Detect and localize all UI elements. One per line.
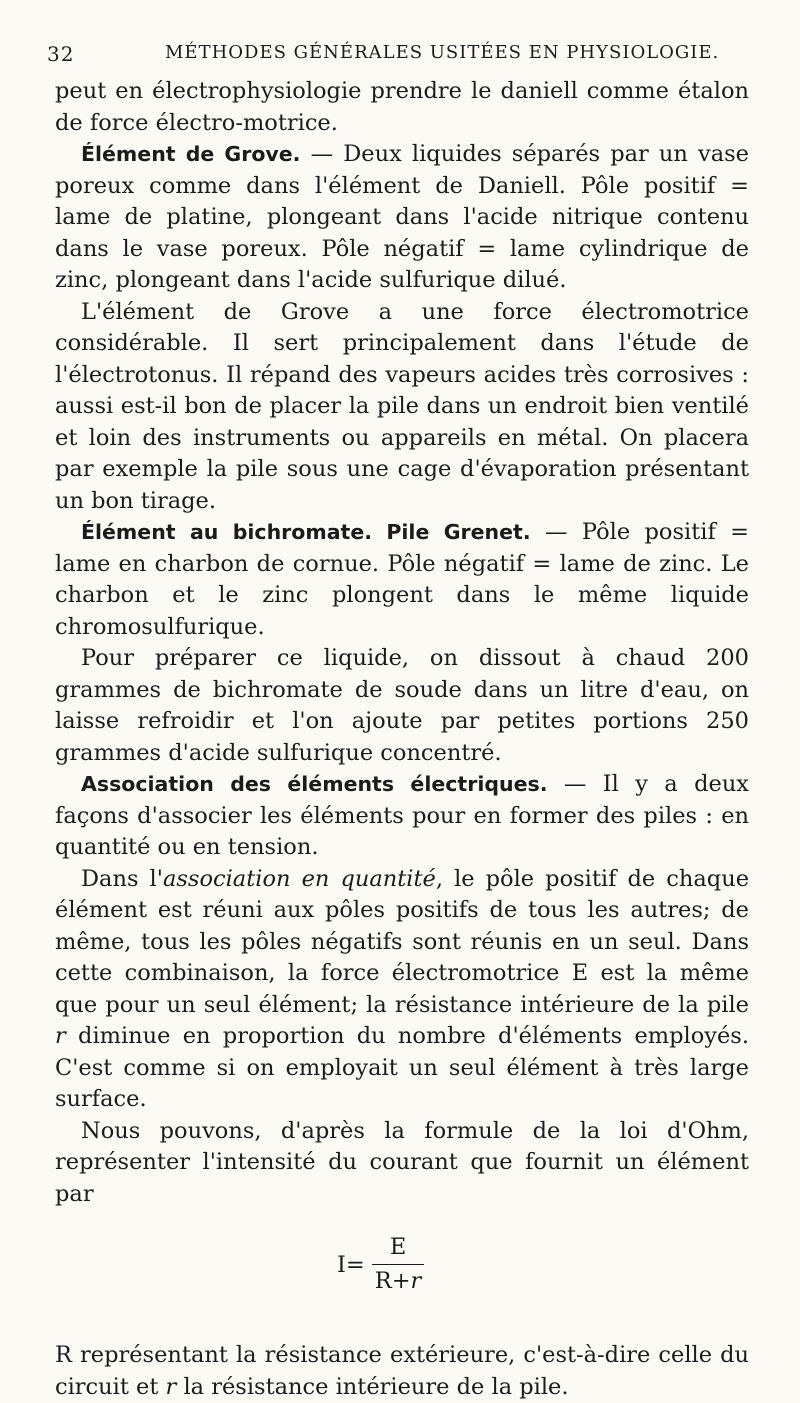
formula-denominator-r: r	[410, 1268, 422, 1294]
resistance-text-before: R représentant la résistance extérieure, c'est-à-dire celle du circuit et	[55, 1342, 749, 1400]
grove-text: — Deux liquides séparés par un vase poreux comme dans l'élément de Daniell. Pôle positif = lame de platine, plongeant dans l'acide nitrique contenu dans le vase poreux. Pôle négatif = lame cylindrique de zinc, plongeant dans l'acide sulfurique dilué.	[55, 141, 750, 293]
section-heading-grove: Élément de Grove.	[81, 142, 301, 166]
resistance-text-after: la résistance intérieure de la pile.	[176, 1373, 569, 1400]
variable-r: r	[55, 1023, 66, 1049]
bichromate-text: — Pôle positif = lame en charbon de cornue. Pôle négatif = lame de zinc. Le charbon et le zinc plongent dans le même liquide chromosulfurique.	[55, 519, 749, 640]
document-page	[47, 36, 750, 1403]
paragraph-bichromate	[55, 517, 749, 643]
paragraph-grove	[55, 139, 749, 297]
quantity-text-after: , le pôle positif de chaque élément est réuni aux pôles positifs de tous les autres; de même, tous les pôles négatifs sont réunis en un seul. Dans cette combinaison, la force électromotrice E est la même que pour un seul élément; la résistance intérieure de la pile	[55, 865, 750, 1018]
running-title: MÉTHODES GÉNÉRALES USITÉES EN PHYSIOLOGIE.	[165, 42, 720, 63]
formula-numerator: E	[372, 1232, 424, 1265]
formula-lhs: I=	[337, 1251, 365, 1278]
paragraph-association	[55, 769, 749, 864]
page-header	[47, 36, 749, 76]
section-heading-association: Association des éléments électriques.	[81, 772, 548, 796]
section-heading-bichromate: Élément au bichromate. Pile Grenet.	[81, 520, 531, 544]
formula-denominator	[369, 1265, 428, 1297]
association-text: — Il y a deux façons d'associer les éléments pour en former des piles : en quantité ou en tension.	[55, 771, 749, 860]
paragraph-intro: peut en électrophysiologie prendre le daniell comme étalon de force électro-motrice.	[55, 78, 749, 136]
paragraph-quantity-association	[55, 864, 749, 1116]
paragraph-liquid-preparation: Pour préparer ce liquide, on dissout à chaud 200 grammes de bichromate de soude dans un litre d'eau, on laisse refroidir et l'on ajoute par petites portions 250 grammes d'acide sulfurique concentré.	[55, 645, 749, 766]
paragraph-grove-properties: L'élément de Grove a une force électromotrice considérable. Il sert principalement dans l'étude de l'électrotonus. Il répand des vapeurs acides très corrosives : aussi est-il bon de placer la pile dans un endroit bien ventilé et loin des instruments ou appareils en métal. On placera par exemple la pile sous une cage d'évaporation présentant un bon tirage.	[55, 298, 749, 514]
quantity-text-before: Dans l'	[81, 865, 163, 892]
quantity-text-end: diminue en proportion du nombre d'éléments employés. C'est comme si on employait un seul élément à très large surface.	[55, 1023, 749, 1112]
formula-denominator-R: R+	[374, 1268, 411, 1294]
ohm-formula	[55, 1220, 749, 1340]
paragraph-resistance-definition	[55, 1340, 749, 1403]
page-number: 32	[47, 42, 75, 66]
quantity-term: association en quantité	[162, 865, 436, 892]
variable-r-2: r	[165, 1373, 177, 1400]
formula-fraction	[369, 1232, 428, 1297]
paragraph-ohm-law: Nous pouvons, d'après la formule de la loi d'Ohm, représenter l'intensité du courant que fournit un élément par	[55, 1117, 749, 1207]
